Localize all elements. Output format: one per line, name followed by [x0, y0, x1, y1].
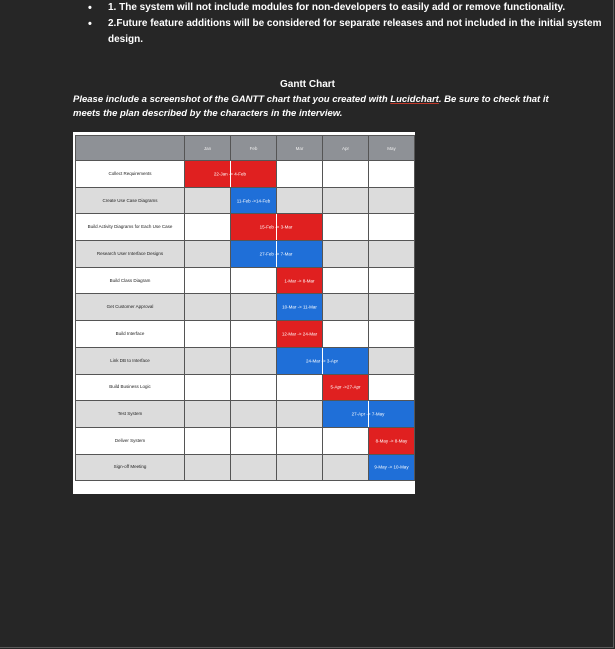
month-header-apr: Apr: [323, 136, 369, 161]
task-name: Link DB to Interface: [76, 347, 185, 374]
gantt-bar-label: 22-Jan -> 4-Feb: [213, 171, 247, 177]
gantt-cell: [323, 214, 369, 241]
gantt-cell: [231, 401, 277, 428]
gantt-bar-segment: [277, 294, 323, 321]
bullet-icon: •: [88, 18, 92, 30]
month-header-feb: Feb: [231, 136, 277, 161]
month-header-mar: Mar: [277, 136, 323, 161]
gantt-cell: [323, 241, 369, 268]
task-name: Collect Requirements: [76, 161, 185, 188]
gantt-cell: [231, 427, 277, 454]
gantt-cell: [369, 187, 415, 214]
task-name: Deliver System: [76, 427, 185, 454]
gantt-cell: [185, 267, 231, 294]
gantt-table: [75, 135, 415, 481]
gantt-cell: [277, 454, 323, 481]
gantt-cell: [231, 267, 277, 294]
gantt-cell: [185, 401, 231, 428]
gantt-bar-segment: [369, 427, 415, 454]
gantt-row: [76, 187, 415, 214]
gantt-cell: [369, 374, 415, 401]
gantt-bar-label: 5-Apr ->27-Apr: [330, 384, 361, 390]
task-name: Build Business Logic: [76, 374, 185, 401]
gantt-cell: [231, 294, 277, 321]
gantt-bar-label: 11-Feb ->14-Feb: [236, 198, 271, 204]
gantt-cell: [369, 214, 415, 241]
gantt-bar-label: 24-Mar -> 3-Apr: [306, 358, 338, 364]
instructions-text: [73, 93, 553, 121]
note-item: [84, 16, 604, 48]
gantt-row: [76, 267, 415, 294]
gantt-cell: [369, 321, 415, 348]
gantt-header-corner: [76, 136, 185, 161]
gantt-bar-label: 1-Mar -> 8-Mar: [284, 278, 315, 284]
month-header-jan: Jan: [185, 136, 231, 161]
notes-list: [84, 0, 604, 48]
gantt-header-row: [76, 136, 415, 161]
gantt-row: [76, 347, 415, 374]
gantt-cell: [323, 321, 369, 348]
gantt-cell: [369, 294, 415, 321]
gantt-cell: [277, 187, 323, 214]
gantt-row: [76, 294, 415, 321]
gantt-cell: [185, 241, 231, 268]
gantt-bar-segment: [231, 214, 293, 241]
gantt-row: [76, 454, 415, 481]
gantt-cell: [185, 214, 231, 241]
bullet-icon: •: [88, 2, 92, 14]
gantt-cell: [369, 347, 415, 374]
gantt-bar-segment: [369, 454, 415, 481]
gantt-bar-segment: [323, 401, 385, 428]
gantt-bar-segment: [185, 161, 247, 188]
gantt-cell: [231, 374, 277, 401]
gantt-bar-label: 15-Feb -> 3-Mar: [259, 224, 293, 230]
gantt-cell: [323, 267, 369, 294]
gantt-chart-image: [73, 132, 415, 494]
gantt-cell: [277, 427, 323, 454]
instructions-part: Please include a screenshot of the GANTT chart that you created with: [73, 94, 391, 105]
task-name: Sign-off Meeting: [76, 454, 185, 481]
gantt-row: [76, 321, 415, 348]
gantt-cell: [185, 321, 231, 348]
gantt-row: [76, 241, 415, 268]
gantt-cell: [231, 454, 277, 481]
month-header-may: May: [369, 136, 415, 161]
note-text: 1. The system will not include modules for non-developers to easily add or remove functionality.: [108, 2, 566, 13]
task-name: Create Use Case Diagrams: [76, 187, 185, 214]
gantt-row: [76, 161, 415, 188]
gantt-cell: [185, 454, 231, 481]
gantt-row: [76, 427, 415, 454]
gantt-bar-segment: [323, 374, 369, 401]
gantt-bar-segment: [231, 187, 277, 214]
task-name: Build Interface: [76, 321, 185, 348]
gantt-bar-segment: [277, 267, 323, 294]
gantt-cell: [323, 161, 369, 188]
gantt-cell: [231, 321, 277, 348]
gantt-bar-label: 27-Apr -> 7-May: [351, 411, 385, 417]
section-heading: Gantt Chart: [280, 79, 335, 90]
task-name: Get Customer Approval: [76, 294, 185, 321]
gantt-cell: [369, 267, 415, 294]
gantt-row: [76, 214, 415, 241]
gantt-cell: [277, 161, 323, 188]
gantt-bar-label: 27-Feb -> 7-Mar: [259, 251, 293, 257]
gantt-bar-label: 10-Mar -> 11-Mar: [282, 304, 317, 310]
gantt-cell: [323, 294, 369, 321]
gantt-bar-segment: [277, 347, 338, 374]
gantt-cell: [277, 374, 323, 401]
gantt-bar-segment: [231, 241, 293, 268]
task-name: Test System: [76, 401, 185, 428]
task-name: Build Activity Diagrams for Each Use Case: [76, 214, 185, 241]
gantt-cell: [185, 187, 231, 214]
gantt-bar-segment: [277, 321, 323, 348]
gantt-cell: [185, 347, 231, 374]
task-name: Research User Interface Designs: [76, 241, 185, 268]
gantt-cell: [369, 241, 415, 268]
lucidchart-link[interactable]: Lucidchart: [390, 94, 439, 105]
gantt-cell: [323, 427, 369, 454]
gantt-cell: [231, 347, 277, 374]
gantt-cell: [277, 401, 323, 428]
gantt-bar-label: 8-May -> 8-May: [375, 438, 408, 444]
task-name: Build Class Diagram: [76, 267, 185, 294]
gantt-bar-label: 12-Mar -> 24-Mar: [281, 331, 318, 337]
gantt-cell: [323, 454, 369, 481]
note-item: [84, 0, 604, 16]
gantt-bar-label: 9-May -> 10-May: [374, 464, 409, 470]
gantt-row: [76, 401, 415, 428]
gantt-row: [76, 374, 415, 401]
gantt-cell: [185, 427, 231, 454]
gantt-cell: [369, 161, 415, 188]
gantt-cell: [185, 294, 231, 321]
gantt-cell: [323, 187, 369, 214]
note-text: 2.Future feature additions will be considered for separate releases and not included in the initial system design.: [108, 18, 602, 45]
instructions-part: . Be sure to check that it meets the plan described by the characters in the interview.: [73, 94, 549, 119]
gantt-cell: [185, 374, 231, 401]
